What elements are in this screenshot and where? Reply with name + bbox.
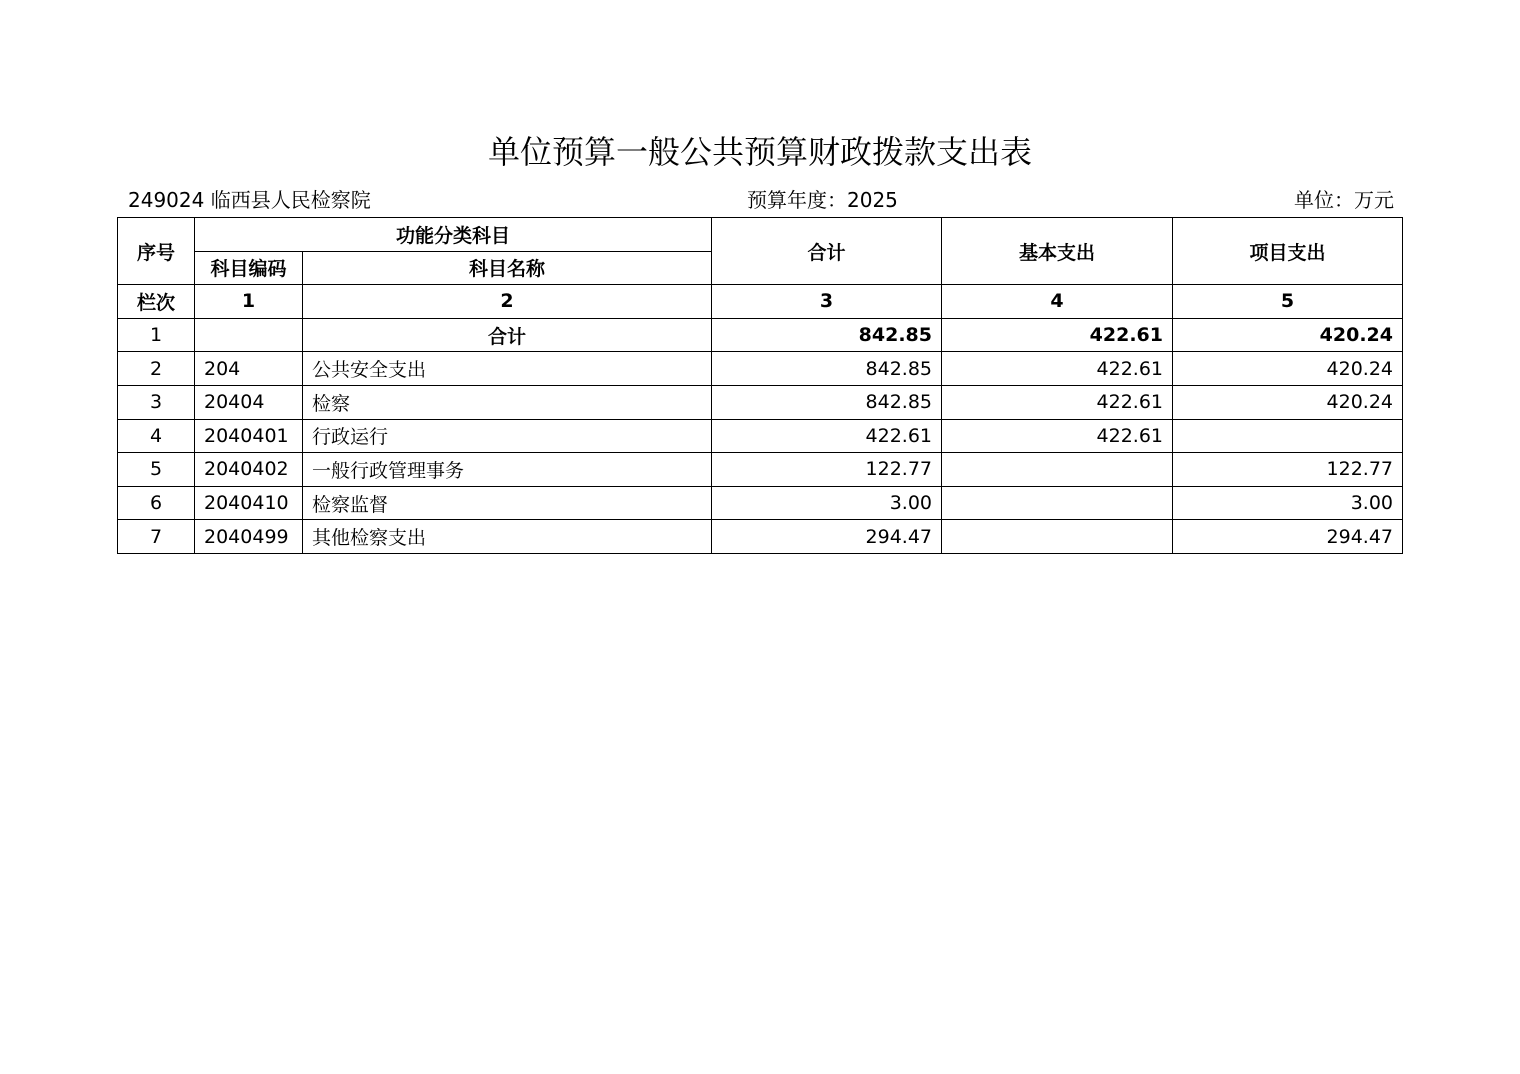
page-title: 单位预算一般公共预算财政拨款支出表 <box>487 133 1032 171</box>
cell-code: 2040410 <box>195 486 303 520</box>
cell-code: 2040402 <box>195 453 303 487</box>
header-name: 科目名称 <box>303 251 712 285</box>
header-code: 科目编码 <box>195 251 303 285</box>
cell-basic: 422.61 <box>942 352 1173 386</box>
cell-project: 294.47 <box>1173 520 1403 554</box>
cell-seq: 6 <box>118 486 195 520</box>
column-index-label: 栏次 <box>118 285 195 319</box>
budget-year: 预算年度：2025 <box>747 188 898 212</box>
cell-basic: 422.61 <box>942 318 1173 352</box>
cell-project: 3.00 <box>1173 486 1403 520</box>
cell-name: 一般行政管理事务 <box>303 453 712 487</box>
column-index-4: 4 <box>942 285 1173 319</box>
cell-total: 842.85 <box>712 385 942 419</box>
cell-seq: 5 <box>118 453 195 487</box>
cell-name: 检察监督 <box>303 486 712 520</box>
cell-total: 422.61 <box>712 419 942 453</box>
cell-seq: 3 <box>118 385 195 419</box>
cell-name: 检察 <box>303 385 712 419</box>
column-index-1: 1 <box>195 285 303 319</box>
cell-total: 3.00 <box>712 486 942 520</box>
cell-basic: 422.61 <box>942 385 1173 419</box>
cell-code: 2040401 <box>195 419 303 453</box>
cell-seq: 4 <box>118 419 195 453</box>
cell-project: 122.77 <box>1173 453 1403 487</box>
currency-unit: 单位：万元 <box>1294 188 1394 212</box>
header-func-category: 功能分类科目 <box>195 218 712 252</box>
cell-name: 公共安全支出 <box>303 352 712 386</box>
cell-project <box>1173 419 1403 453</box>
cell-name: 行政运行 <box>303 419 712 453</box>
table-row <box>118 453 1403 487</box>
column-index-3: 3 <box>712 285 942 319</box>
table-row <box>118 486 1403 520</box>
header-seq: 序号 <box>118 218 195 285</box>
cell-project: 420.24 <box>1173 385 1403 419</box>
cell-project: 420.24 <box>1173 352 1403 386</box>
cell-seq: 2 <box>118 352 195 386</box>
table-row <box>118 352 1403 386</box>
column-index-2: 2 <box>303 285 712 319</box>
unit-name: 249024 临西县人民检察院 <box>128 188 371 212</box>
cell-total: 294.47 <box>712 520 942 554</box>
table-row <box>118 520 1403 554</box>
cell-code: 20404 <box>195 385 303 419</box>
column-index-5: 5 <box>1173 285 1403 319</box>
cell-basic <box>942 486 1173 520</box>
cell-name: 合计 <box>303 318 712 352</box>
cell-total: 842.85 <box>712 352 942 386</box>
header-total: 合计 <box>712 218 942 285</box>
report-meta <box>128 186 1394 214</box>
cell-code <box>195 318 303 352</box>
cell-name: 其他检察支出 <box>303 520 712 554</box>
cell-code: 204 <box>195 352 303 386</box>
cell-seq: 1 <box>118 318 195 352</box>
table-row <box>118 419 1403 453</box>
budget-table <box>117 217 1403 554</box>
header-project: 项目支出 <box>1173 218 1403 285</box>
header-row-1 <box>118 218 1403 252</box>
cell-basic <box>942 453 1173 487</box>
cell-basic <box>942 520 1173 554</box>
cell-seq: 7 <box>118 520 195 554</box>
cell-code: 2040499 <box>195 520 303 554</box>
header-basic: 基本支出 <box>942 218 1173 285</box>
cell-project: 420.24 <box>1173 318 1403 352</box>
table-row <box>118 385 1403 419</box>
cell-total: 122.77 <box>712 453 942 487</box>
total-row <box>118 318 1403 352</box>
column-index-row <box>118 285 1403 319</box>
cell-basic: 422.61 <box>942 419 1173 453</box>
cell-total: 842.85 <box>712 318 942 352</box>
